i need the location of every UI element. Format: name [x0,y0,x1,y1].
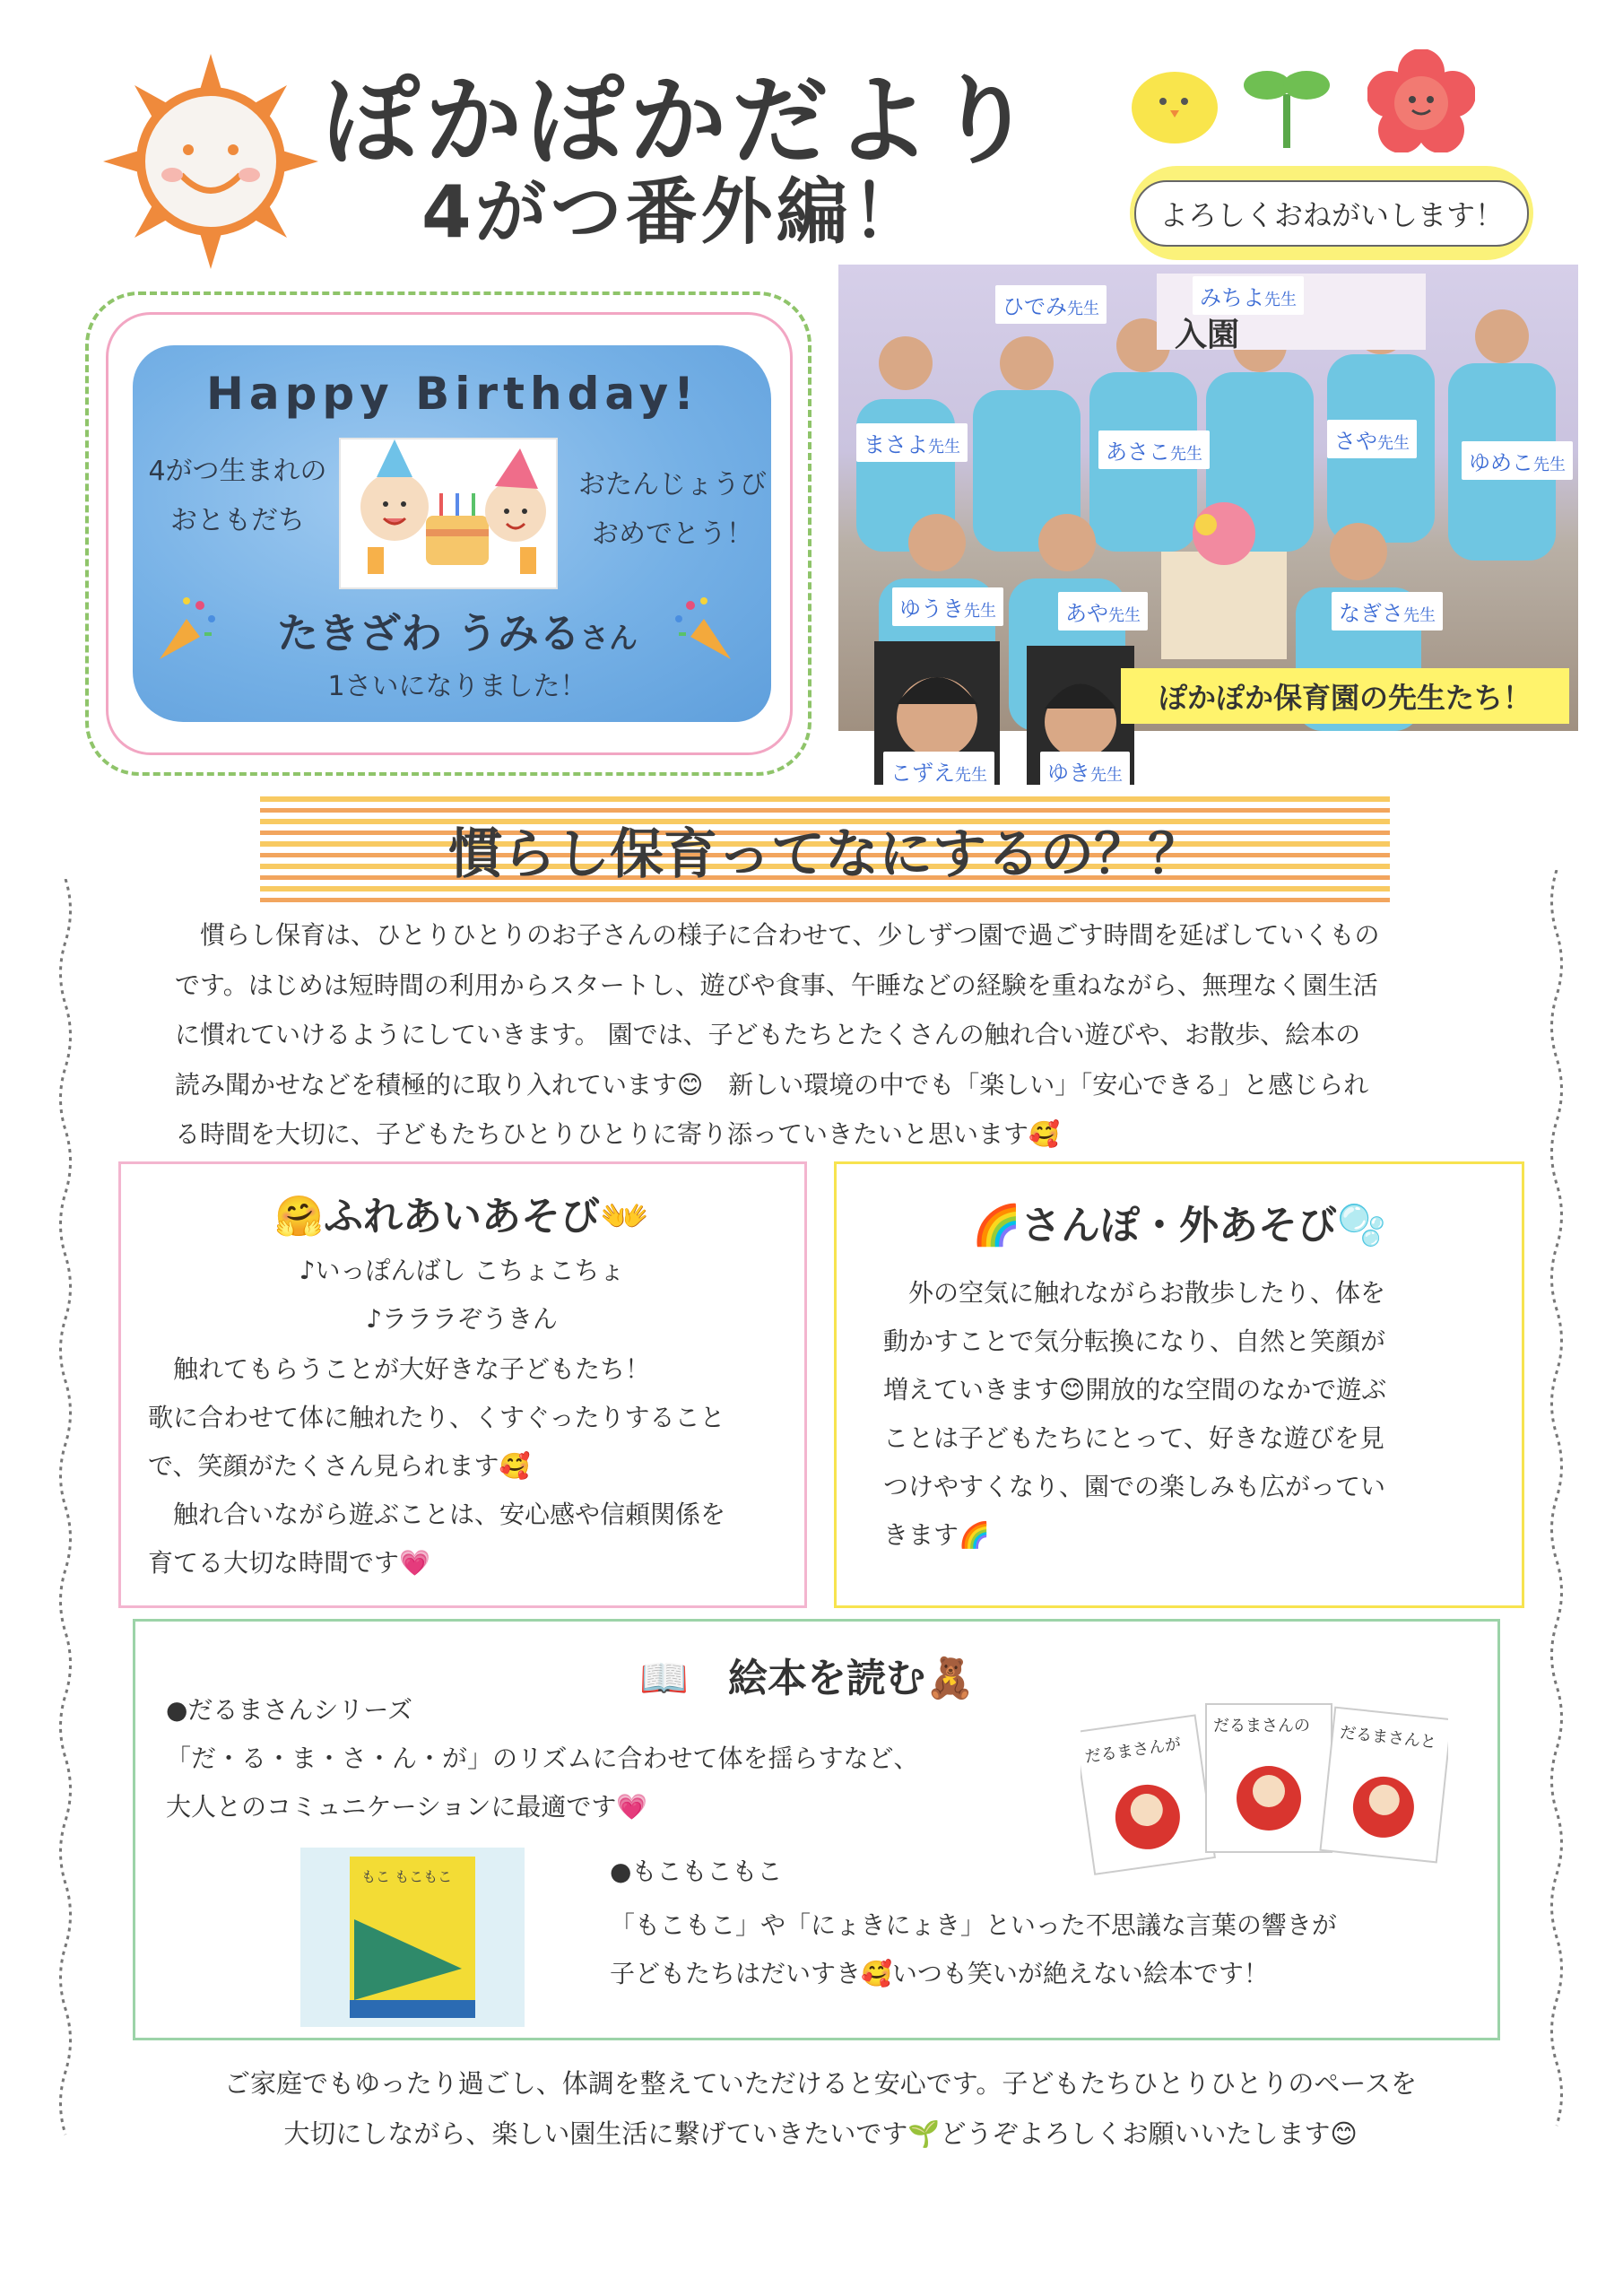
fureai-songs [135,1247,789,1345]
teacher-name: ゆうき [899,596,964,622]
book2-body [610,1901,1471,2009]
closing-line: 大切にしながら、楽しい園生活に繋げていきたいです🌱どうぞよろしくお願いいたします😊 [283,2118,1358,2149]
sprout-icon [1242,54,1332,152]
fureai-line: で、笑顔がたくさん見られます🥰 [148,1451,531,1481]
birthday-right-line2: おめでとう！ [592,518,753,550]
teacher-suffix: 先生 [1067,300,1099,318]
sanpo-title: 🌈さんぽ・外あそび🫧 [972,1203,1386,1248]
chick-icon [1125,58,1224,148]
teacher-label [856,423,968,462]
teacher-suffix: 先生 [1377,434,1410,453]
intro-line: 読み聞かせなどを積極的に取り入れています😊 新しい環境の中でも「楽しい」「安心できる」と感じられ [175,1069,1369,1100]
teacher-suffix: 先生 [964,602,996,621]
teacher-label [1040,752,1130,790]
teacher-label [1098,430,1210,469]
book2-title: ●もこもこもこ [610,1857,783,1886]
teacher-label [883,752,994,790]
teacher-label [1193,276,1304,315]
teacher-label [892,587,1003,626]
book-cover-title: もこ もこもこ [361,1868,453,1885]
sanpo-line: 動かすことで気分転換になり、自然と笑顔が [883,1326,1386,1356]
birthday-left-line1: 4がつ生まれの [148,456,327,487]
teacher-name: あや [1065,601,1108,626]
intro-line: る時間を大切に、子どもたちひとりひとりに寄り添っていきたいと思います🥰 [175,1119,1060,1149]
fureai-title: 🤗ふれあいあそび👐 [274,1194,649,1239]
fureai-line: 触れ合いながら遊ぶことは、安心感や信頼関係を [148,1500,726,1529]
teacher-suffix: 先生 [1264,291,1297,309]
book-cover-title: だるまさんと [1339,1723,1437,1752]
greeting-text: よろしくおねがいします！ [1134,180,1529,247]
sun-icon [99,49,323,274]
teacher-label [1332,592,1443,631]
birthday-name-text: たきざわ うみる [276,609,580,657]
ehon-title: 📖 絵本を読む🧸 [639,1656,975,1701]
book1-title: ●だるまさんシリーズ [166,1695,413,1725]
teacher-suffix: 先生 [1108,606,1141,625]
fureai-line: 歌に合わせて体に触れたり、くすぐったりすること [148,1403,725,1432]
birthday-cake-illustration [339,438,558,589]
book1-line: 「だ・る・ま・さ・ん・が」のリズムに合わせて体を揺らすなど、 [166,1744,919,1773]
book2-line: 子どもたちはだいすき🥰いつも笑いが絶えない絵本です！ [610,1959,1269,1988]
teacher-name: なぎさ [1339,601,1403,626]
teacher-suffix: 先生 [1090,766,1123,785]
teacher-name: ひでみ [1002,294,1067,319]
teacher-suffix: 先生 [955,766,987,785]
birthday-title: Happy Birthday! [206,368,699,420]
teacher-label [1327,420,1417,458]
song-line: ♪ラララぞうきん [366,1304,558,1334]
book-cover-title: だるまさんの [1213,1717,1310,1735]
closing-message [170,2058,1471,2166]
flower-icon [1367,49,1475,152]
teacher-suffix: 先生 [1403,606,1436,625]
birthday-age-line: 1さいになりました！ [327,671,587,702]
teacher-name: こずえ [890,761,955,786]
section-title: 慣らし保育ってなにするの？？ [448,823,1202,886]
teacher-suffix: 先生 [1170,445,1202,464]
greeting-bubble [1130,166,1533,260]
wavy-border-left [56,879,75,2152]
sanpo-line: 増えていきます😊開放的な空間のなかで遊ぶ [883,1375,1387,1405]
intro-line: に慣れていけるようにしていきます。 園では、子どもたちとたくさんの触れ合い遊びや、お散歩、絵本の [175,1020,1361,1049]
teacher-name: ゆめこ [1469,450,1533,475]
birthday-child-name [251,601,664,660]
teacher-name: あさこ [1106,439,1170,465]
intro-paragraph [175,910,1475,1161]
birthday-honorific: さん [580,621,638,655]
book1-line: 大人とのコミュニケーションに最適です💗 [166,1792,648,1822]
wavy-border-right [1547,870,1567,2152]
teacher-suffix: 先生 [928,438,960,457]
book2-line: 「もこもこ」や「にょきにょき」といった不思議な言葉の響きが [610,1910,1337,1940]
teacher-label [1058,592,1148,631]
fureai-body [148,1345,798,1596]
sanpo-body [883,1269,1502,1578]
fureai-line: 触れてもらうことが大好きな子どもたち！ [148,1354,651,1384]
party-popper-icon [151,592,222,664]
teacher-name: ゆき [1047,761,1090,786]
closing-line: ご家庭でもゆったり過ごし、体調を整えていただけると安心です。子どもたちひとりひとりのペースを [224,2068,1417,2099]
sanpo-line: つけやすくなり、園での楽しみも広がってい [883,1472,1386,1501]
sanpo-line: 外の空気に触れながらお散歩したり、体を [883,1278,1386,1308]
song-line: ♪いっぽんばし こちょこちょ [299,1256,625,1285]
teacher-label [995,285,1107,324]
photo-banner-text: 入園 [1175,317,1240,353]
party-popper-icon [668,592,740,664]
book1-body [166,1735,1072,1833]
intro-line: 慣らし保育は、ひとりひとりのお子さんの様子に合わせて、少しずつ園で過ごす時間を延ばしていくもの [175,920,1380,950]
mokomoko-book-photo [300,1848,525,2027]
fureai-line: 育てる大切な時間です💗 [148,1548,430,1578]
birthday-left-line2: おともだち [170,505,305,536]
teacher-name: さや [1334,429,1377,454]
intro-line: です。はじめは短時間の利用からスタートし、遊びや食事、午睡などの経験を重ねながら、無理なく園生活 [175,970,1378,1000]
birthday-right-line1: おたんじょうび [578,469,767,500]
teacher-label [1462,441,1573,480]
teacher-name: みちよ [1200,285,1264,310]
sanpo-line: きます🌈 [883,1520,990,1550]
teachers-photo-caption: ぽかぽか保育園の先生たち！ [1121,668,1569,724]
teacher-suffix: 先生 [1533,456,1566,474]
newsletter-subtitle: 4がつ番外編！ [421,170,927,254]
teacher-name: まさよ [864,432,928,457]
book-cover-title: だるまさんが [1083,1735,1183,1767]
newsletter-title: ぽかぽかだより [323,65,1039,178]
sanpo-line: ことは子どもたちにとって、好きな遊びを見 [883,1423,1384,1453]
